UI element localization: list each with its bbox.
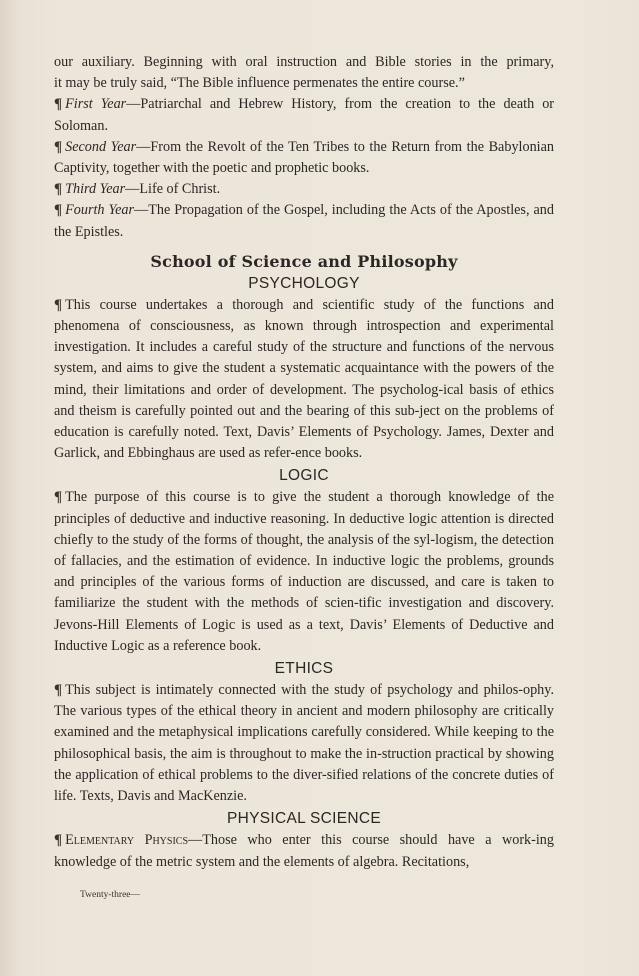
heading-psychology: PSYCHOLOGY	[248, 274, 360, 292]
logic-body	[54, 487, 554, 657]
pilcrow-icon: ¶	[54, 181, 63, 198]
physical-science-text: —Those who enter this course should have a work-ing knowledge of the metric system and the elements of algebra. Recitations,	[54, 832, 554, 870]
year-label: First Year	[65, 96, 127, 113]
year-text: —From the Revolt of the Ten Tribes to the Return from the Babylonian Captivity, together with the poetic and prophetic books.	[54, 138, 554, 177]
year-label: Second Year	[65, 138, 137, 155]
year-text: —Life of Christ.	[125, 181, 221, 198]
psychology-body	[54, 295, 554, 465]
year-4	[54, 200, 554, 242]
document-page	[54, 52, 554, 873]
pilcrow-icon: ¶	[54, 682, 63, 699]
psychology-text: This course undertakes a thorough and scientific study of the functions and phenomena of consciousness, as known through introspection and experimental investigation. It includes a careful study of the structure and functions of the nervous system, and aims to give the student a systematic acquaintance with the powers of the mind, their limitations and order of development. The psycholog-ical basis of ethics and theism is carefully pointed out and the bearing of this sub-ject on the problems of education is carefully noted. Text, Davis’ Elements of Psychology. James, Dexter and Garlick, and Ebbinghaus are used as refer-ence books.	[54, 296, 554, 462]
year-text: —The Propagation of the Gospel, including the Acts of the Apostles, and the Epistles.	[54, 202, 554, 240]
year-3	[54, 179, 554, 200]
heading-physical-science: PHYSICAL SCIENCE	[226, 810, 382, 828]
ethics-body	[54, 680, 554, 807]
year-text: —Patriarchal and Hebrew History, from the creation to the death or Soloman.	[54, 96, 555, 134]
logic-text: The purpose of this course is to give the student a thorough knowledge of the principles of deductive and inductive reasoning. In deductive logic attention is directed chiefly to the study of the forms of thought, the analysis of the syl-logism, the detection of fallacies, and the estimation of evidence. In inductive logic the problems, grounds and principles of the various forms of induction are discussed, and care is taken to familiarize the student with the methods of scien-tific investigation and discovery. Jevons-Hill Elements of Logic is used as a text, Davis’ Elements of Deductive and Inductive Logic as a reference book.	[54, 489, 554, 654]
ethics-text: This subject is intimately connected with the study of psychology and philos-ophy. The various types of the ethical theory in ancient and modern philosophy are critically examined and the metaphysical implications carefully considered. While keeping to the philosophical basis, the aim is throughout to make the in-struction practical by showing the application of ethical problems to the diver-sified relations of the concrete duties of life. Texts, Davis and MacKenzie.	[54, 682, 554, 805]
intro-line-2: it may be truly said, “The Bible influence permenates the entire course.”	[54, 75, 465, 92]
school-title: School of Science and Philosophy	[150, 251, 458, 271]
intro-line-1: our auxiliary. Beginning with oral instruction and Bible stories in the primary,	[54, 54, 554, 70]
pilcrow-icon: ¶	[54, 296, 63, 313]
heading-ethics: ETHICS	[274, 660, 334, 678]
year-label: Third Year	[65, 181, 126, 198]
pilcrow-icon: ¶	[54, 138, 63, 155]
physics-label: Elementary Physics	[65, 832, 189, 849]
page-number: Twenty-three—	[80, 890, 141, 900]
heading-logic: LOGIC	[279, 467, 329, 485]
year-1	[54, 94, 554, 136]
year-2	[54, 137, 554, 179]
physical-science-body	[54, 830, 554, 872]
year-label: Fourth Year	[65, 202, 135, 219]
pilcrow-icon: ¶	[54, 202, 63, 219]
pilcrow-icon: ¶	[54, 832, 63, 849]
pilcrow-icon: ¶	[54, 489, 63, 506]
pilcrow-icon: ¶	[54, 96, 63, 113]
